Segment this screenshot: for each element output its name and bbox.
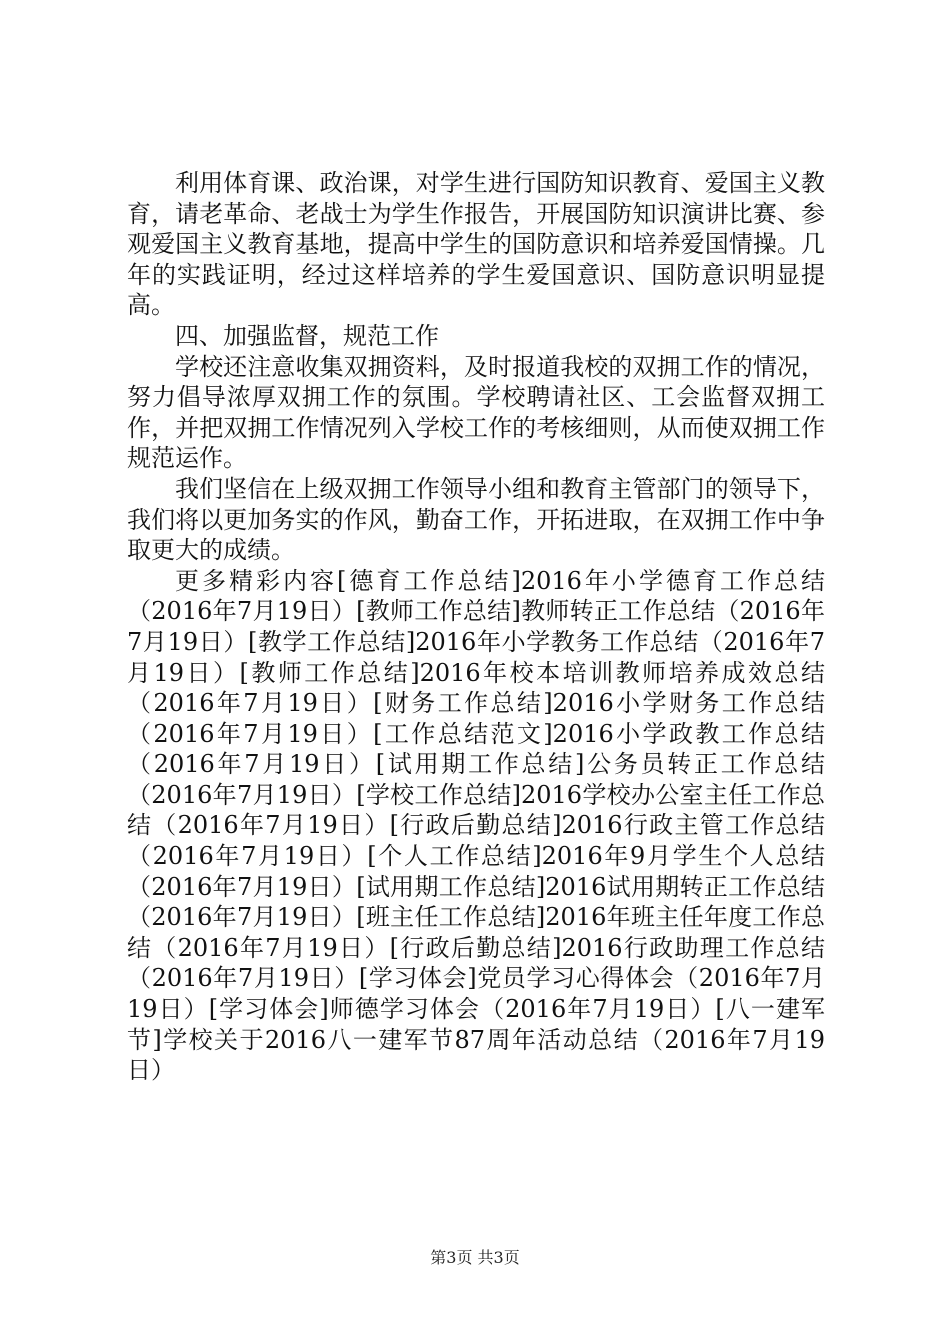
page-footer: 第3页 共3页 xyxy=(430,1248,520,1267)
paragraph-more-content-links: 更多精彩内容[德育工作总结]2016年小学德育工作总结（2016年7月19日）[教师工作总结]教师转正工作总结（2016年7月19日）[教学工作总结]2016年小学教务工作总结（2016年7月19日）[教师工作总结]2016年校本培训教师培养成效总结（2016年7月19日）[财务工作总结]2016小学财务工作总结（2016年7月19日）[工作总结范文]2016小学政教工作总结（2016年7月19日）[试用期工作总结]公务员转正工作总结（2016年7月19日）[学校工作总结]2016学校办公室主任工作总结（2016年7月19日）[行政后勤总结]2016行政主管工作总结（2016年7月19日）[个人工作总结]2016年9月学生个人总结（2016年7月19日）[试用期工作总结]2016试用期转正工作总结（2016年7月19日）[班主任工作总结]2016年班主任年度工作总结（2016年7月19日）[行政后勤总结]2016行政助理工作总结（2016年7月19日）[学习体会]党员学习心得体会（2016年7月19日）[学习体会]师德学习体会（2016年7月19日）[八一建军节]学校关于2016八一建军节87周年活动总结（2016年7月19日） xyxy=(127,566,825,1085)
paragraph-national-defense-education: 利用体育课、政治课，对学生进行国防知识教育、爱国主义教育，请老革命、老战士为学生作报告，开展国防知识演讲比赛、参观爱国主义教育基地，提高中学生的国防意识和培养爱国情操。几年的实践证明，经过这样培养的学生爱国意识、国防意识明显提高。 xyxy=(127,169,825,320)
document-body xyxy=(127,168,825,1086)
paragraph-conclusion: 我们坚信在上级双拥工作领导小组和教育主管部门的领导下，我们将以更加务实的作风，勤奋工作，开拓进取，在双拥工作中争取更大的成绩。 xyxy=(127,474,825,565)
paragraph-materials-collection: 学校还注意收集双拥资料，及时报道我校的双拥工作的情况，努力倡导浓厚双拥工作的氛围。学校聘请社区、工会监督双拥工作，并把双拥工作情况列入学校工作的考核细则，从而使双拥工作规范运作。 xyxy=(127,352,825,473)
section-heading-supervision: 四、加强监督，规范工作 xyxy=(175,321,439,350)
